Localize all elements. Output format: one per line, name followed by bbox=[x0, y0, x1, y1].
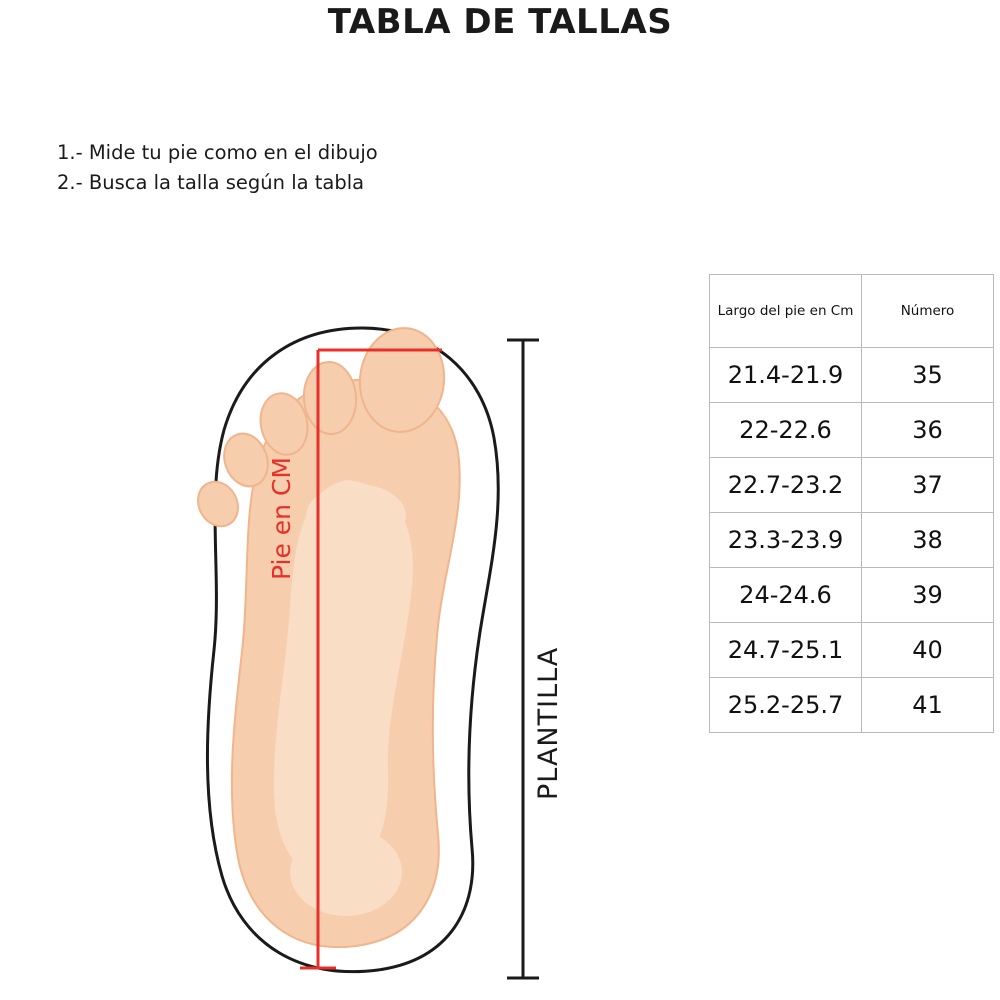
cell-size: 41 bbox=[862, 678, 994, 733]
column-header-length: Largo del pie en Cm bbox=[710, 275, 862, 348]
column-header-size: Número bbox=[862, 275, 994, 348]
cell-length: 22.7-23.2 bbox=[710, 458, 862, 513]
table-row bbox=[710, 513, 994, 568]
size-table bbox=[709, 274, 994, 733]
table-row bbox=[710, 568, 994, 623]
table-header-row bbox=[710, 275, 994, 348]
instruction-step-1: 1.- Mide tu pie como en el dibujo bbox=[57, 141, 378, 164]
table-row bbox=[710, 403, 994, 458]
cell-size: 35 bbox=[862, 348, 994, 403]
page-title: TABLA DE TALLAS bbox=[327, 2, 673, 42]
cell-length: 24-24.6 bbox=[710, 568, 862, 623]
cell-length: 23.3-23.9 bbox=[710, 513, 862, 568]
instruction-step-2: 2.- Busca la talla según la tabla bbox=[57, 171, 365, 194]
cell-length: 25.2-25.7 bbox=[710, 678, 862, 733]
table-row bbox=[710, 623, 994, 678]
insole-label: PLANTILLA bbox=[533, 646, 564, 800]
cell-size: 37 bbox=[862, 458, 994, 513]
table-row bbox=[710, 678, 994, 733]
cell-size: 40 bbox=[862, 623, 994, 678]
cell-length: 21.4-21.9 bbox=[710, 348, 862, 403]
cell-length: 22-22.6 bbox=[710, 403, 862, 458]
cell-length: 24.7-25.1 bbox=[710, 623, 862, 678]
cell-size: 38 bbox=[862, 513, 994, 568]
cell-size: 36 bbox=[862, 403, 994, 458]
cell-size: 39 bbox=[862, 568, 994, 623]
foot-length-label: Pie en CM bbox=[267, 457, 296, 580]
instructions-list bbox=[57, 138, 378, 198]
table-row bbox=[710, 348, 994, 403]
table-row bbox=[710, 458, 994, 513]
